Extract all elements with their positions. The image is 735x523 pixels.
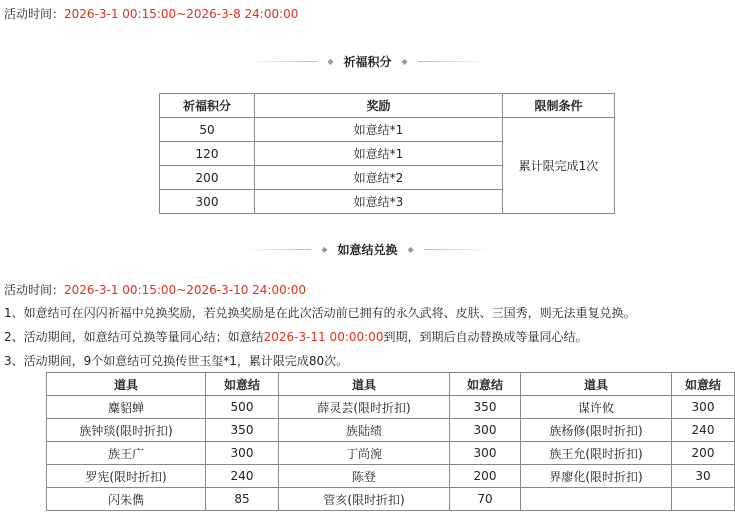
table-row bbox=[47, 396, 735, 419]
section-header-exchange bbox=[0, 241, 735, 257]
activity-time-value: 2026-3-1 00:15:00~2026-3-8 24:00:00 bbox=[64, 7, 299, 21]
activity-time-label: 活动时间： bbox=[4, 7, 65, 21]
cost-cell: 300 bbox=[450, 442, 521, 465]
column-header: 道具 bbox=[47, 373, 206, 396]
table-row bbox=[47, 419, 735, 442]
activity-time-value: 2026-3-1 00:15:00~2026-3-10 24:00:00 bbox=[64, 283, 307, 297]
cost-cell: 350 bbox=[450, 396, 521, 419]
section-title-points: 祈福积分 bbox=[343, 54, 392, 69]
column-header: 道具 bbox=[521, 373, 672, 396]
column-header: 限制条件 bbox=[503, 94, 615, 118]
item-cell: 闪朱儁 bbox=[47, 488, 206, 511]
cost-cell: 500 bbox=[206, 396, 279, 419]
item-cell: 界廖化(限时折扣) bbox=[521, 465, 672, 488]
item-cell: 麋貂蝉 bbox=[47, 396, 206, 419]
item-cell: 谋许攸 bbox=[521, 396, 672, 419]
divider-line-right bbox=[418, 61, 488, 62]
cost-cell: 300 bbox=[450, 419, 521, 442]
column-header: 道具 bbox=[279, 373, 450, 396]
points-reward-table bbox=[159, 93, 615, 214]
item-cell: 族陆绩 bbox=[279, 419, 450, 442]
cost-cell: 350 bbox=[206, 419, 279, 442]
column-header: 祈福积分 bbox=[160, 94, 255, 118]
cost-cell: 240 bbox=[672, 419, 735, 442]
item-cell: 管亥(限时折扣) bbox=[279, 488, 450, 511]
divider-line-right bbox=[424, 249, 494, 250]
cost-cell: 200 bbox=[672, 442, 735, 465]
diamond-icon: ◆ bbox=[407, 244, 414, 254]
item-cell: 丁尚涴 bbox=[279, 442, 450, 465]
table-row bbox=[160, 118, 615, 142]
table-row bbox=[47, 488, 735, 511]
cost-cell: 240 bbox=[206, 465, 279, 488]
column-header: 奖励 bbox=[255, 94, 503, 118]
reward-cell: 如意结*1 bbox=[255, 142, 503, 166]
cost-cell: 300 bbox=[672, 396, 735, 419]
rule-item-1: 1、如意结可在闪闪祈福中兑换奖励，若兑换奖励是在此次活动前已拥有的永久武将、皮肤、三国秀，则无法重复兑换。 bbox=[4, 306, 636, 320]
cost-cell: 300 bbox=[206, 442, 279, 465]
rule-item-3: 3、活动期间，9个如意结可兑换传世玉玺*1，累计限完成80次。 bbox=[4, 354, 349, 368]
reward-cell: 如意结*2 bbox=[255, 166, 503, 190]
item-cell: 族王广 bbox=[47, 442, 206, 465]
cost-cell: 200 bbox=[450, 465, 521, 488]
limit-cell: 累计限完成1次 bbox=[503, 118, 615, 214]
rule-item-2-text-b: 到期，到期后自动替换成等量同心结。 bbox=[383, 330, 588, 344]
cost-cell bbox=[672, 488, 735, 511]
item-cell: 族钟琰(限时折扣) bbox=[47, 419, 206, 442]
item-cell: 罗宪(限时折扣) bbox=[47, 465, 206, 488]
cost-cell: 85 bbox=[206, 488, 279, 511]
item-cell: 陈登 bbox=[279, 465, 450, 488]
activity-time-2 bbox=[4, 282, 306, 298]
item-cell: 族王允(限时折扣) bbox=[521, 442, 672, 465]
exchange-table bbox=[46, 372, 735, 511]
rule-item-2-date: 2026-3-11 00:00:00 bbox=[263, 330, 384, 344]
column-header: 如意结 bbox=[450, 373, 521, 396]
diamond-icon: ◆ bbox=[321, 244, 328, 254]
divider-line-left bbox=[247, 61, 317, 62]
points-cell: 300 bbox=[160, 190, 255, 214]
item-cell bbox=[521, 488, 672, 511]
rule-item-2-text-a: 2、活动期间，如意结可兑换等量同心结；如意结 bbox=[4, 330, 264, 344]
reward-cell: 如意结*3 bbox=[255, 190, 503, 214]
section-header-points bbox=[0, 53, 735, 69]
divider-line-left bbox=[241, 249, 311, 250]
points-cell: 120 bbox=[160, 142, 255, 166]
column-header: 如意结 bbox=[206, 373, 279, 396]
table-row bbox=[47, 465, 735, 488]
item-cell: 族杨修(限时折扣) bbox=[521, 419, 672, 442]
cost-cell: 30 bbox=[672, 465, 735, 488]
points-cell: 200 bbox=[160, 166, 255, 190]
activity-time-1 bbox=[4, 6, 298, 22]
table-header-row bbox=[47, 373, 735, 396]
cost-cell: 70 bbox=[450, 488, 521, 511]
table-header-row bbox=[160, 94, 615, 118]
table-row bbox=[47, 442, 735, 465]
diamond-icon: ◆ bbox=[327, 56, 334, 66]
column-header: 如意结 bbox=[672, 373, 735, 396]
activity-time-label: 活动时间： bbox=[4, 283, 65, 297]
reward-cell: 如意结*1 bbox=[255, 118, 503, 142]
item-cell: 薛灵芸(限时折扣) bbox=[279, 396, 450, 419]
section-title-exchange: 如意结兑换 bbox=[337, 242, 398, 257]
diamond-icon: ◆ bbox=[401, 56, 408, 66]
points-cell: 50 bbox=[160, 118, 255, 142]
rule-item-2 bbox=[4, 329, 587, 345]
